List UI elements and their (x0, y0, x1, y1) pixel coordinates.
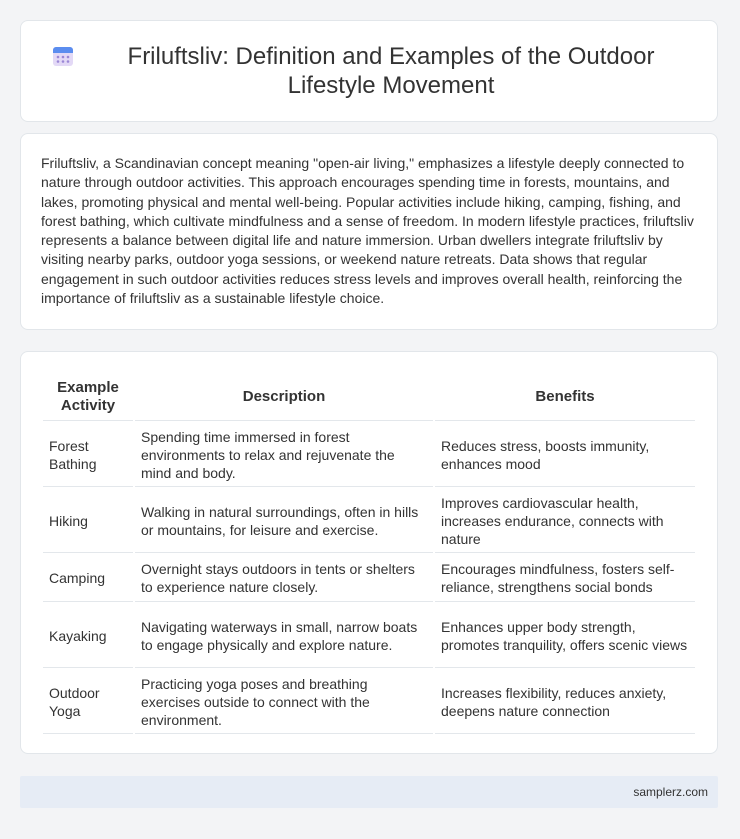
activities-table (41, 372, 697, 736)
cell-description: Walking in natural surroundings, often in hills or mountains, for leisure and exercise. (135, 489, 433, 553)
title-wrap (21, 42, 717, 100)
cell-activity: Outdoor Yoga (43, 670, 133, 734)
cell-activity: Forest Bathing (43, 423, 133, 487)
cell-activity: Camping (43, 555, 133, 602)
table-row (43, 670, 695, 734)
footer (20, 776, 718, 808)
table-row (43, 489, 695, 553)
cell-description: Overnight stays outdoors in tents or shelters to experience nature closely. (135, 555, 433, 602)
footer-site-link[interactable]: samplerz.com (633, 785, 708, 799)
header-description: Description (135, 374, 433, 421)
page-title: Friluftsliv: Definition and Examples of the Outdoor Lifestyle Movement (127, 43, 655, 99)
cell-benefits: Increases flexibility, reduces anxiety, deepens nature connection (435, 670, 695, 734)
cell-activity: Hiking (43, 489, 133, 553)
table-row (43, 555, 695, 602)
cell-description: Practicing yoga poses and breathing exercises outside to connect with the environment. (135, 670, 433, 734)
table-row (43, 604, 695, 668)
cell-benefits: Enhances upper body strength, promotes tranquility, offers scenic views (435, 604, 695, 668)
intro-paragraph: Friluftsliv, a Scandinavian concept meaning "open-air living," emphasizes a lifestyle deeply connected to nature through outdoor activities. This approach encourages spending time in forests, mountains, and lakes, promoting physical and mental well-being. Popular activities include hiking, camping, fishing, and forest bathing, which cultivate mindfulness and a sense of freedom. In modern lifestyle practices, friluftsliv represents a balance between digital life and nature immersion. Urban dwellers integrate friluftsliv by visiting nearby parks, outdoor yoga sessions, or weekend nature retreats. Data shows that regular engagement in such outdoor activities reduces stress levels and improves overall health, reinforcing the importance of friluftsliv as a sustainable lifestyle choice. (41, 155, 694, 307)
table-row (43, 423, 695, 487)
cell-description: Navigating waterways in small, narrow boats to engage physically and explore nature. (135, 604, 433, 668)
title-card (20, 20, 718, 122)
calendar-icon (51, 44, 75, 68)
header-benefits: Benefits (435, 374, 695, 421)
table-card (20, 351, 718, 754)
header-activity: Example Activity (43, 374, 133, 421)
cell-benefits: Reduces stress, boosts immunity, enhances mood (435, 423, 695, 487)
cell-description: Spending time immersed in forest environments to relax and rejuvenate the mind and body. (135, 423, 433, 487)
intro-card (20, 133, 718, 330)
cell-activity: Kayaking (43, 604, 133, 668)
table-header-row (43, 374, 695, 421)
cell-benefits: Improves cardiovascular health, increases endurance, connects with nature (435, 489, 695, 553)
cell-benefits: Encourages mindfulness, fosters self-reliance, strengthens social bonds (435, 555, 695, 602)
